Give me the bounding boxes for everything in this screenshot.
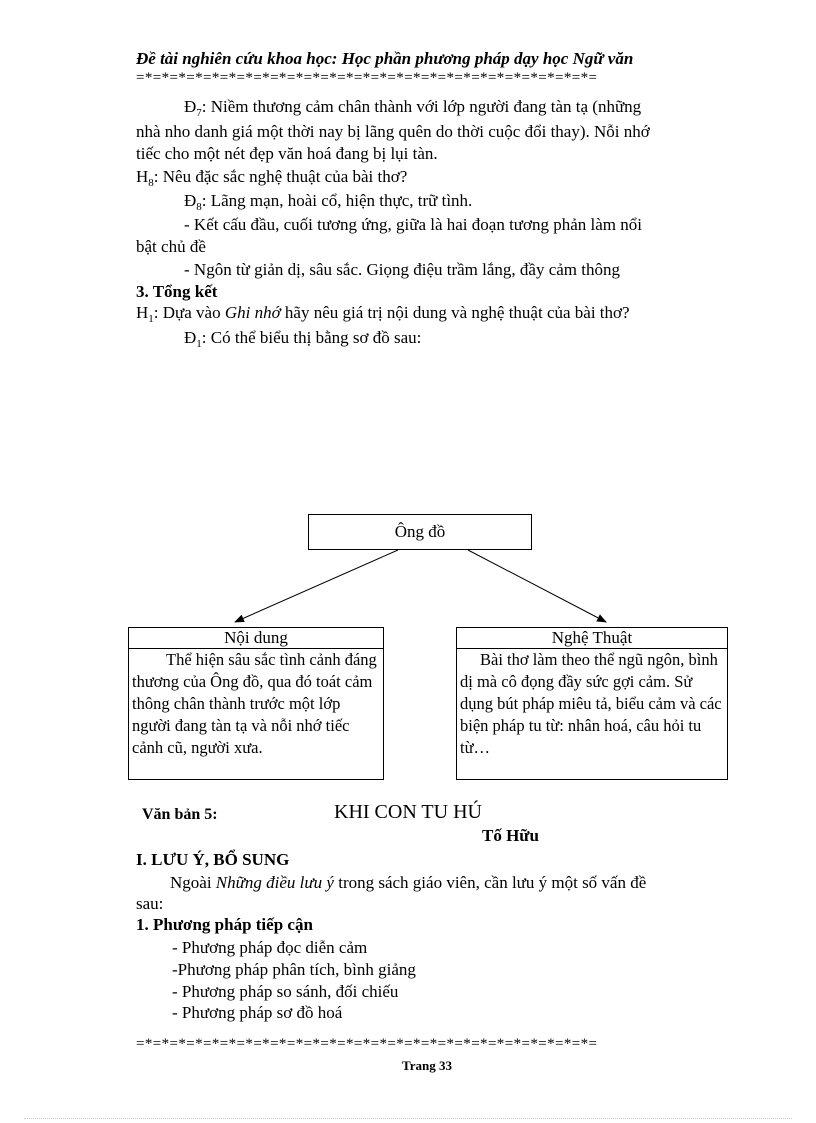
d7-line2: nhà nho danh giá một thời nay bị lãng quên do thời cuộc đổi thay). Nỗi nhớ <box>136 122 650 141</box>
d7-line3: tiếc cho một nét đẹp văn hoá đang bị lụi tàn. <box>136 144 438 163</box>
section5-para-line2: sau: <box>136 894 164 913</box>
section5-title: KHI CON TU HÚ <box>334 801 482 823</box>
bullet2: - Ngôn từ giản dị, sâu sắc. Giọng điệu trầm lắng, đầy cảm thông <box>184 260 621 279</box>
diagram-left-title: Nội dung <box>129 628 383 649</box>
diagram-left-body: Thể hiện sâu sắc tình cảnh đáng thương của Ông đồ, qua đó toát cảm thông chân thành trước một lớp người đang tàn tạ và nỗi nhớ tiếc cảnh cũ, người xưa. <box>132 650 377 757</box>
h8-label: H <box>136 167 149 186</box>
diagram-left-box <box>128 627 384 780</box>
arrow-right <box>468 550 606 622</box>
footer-separator: =*=*=*=*=*=*=*=*=*=*=*=*=*=*=*=*=*=*=*=*=*=*=*=*=*=*=*= <box>136 1036 598 1052</box>
arrow-left <box>235 550 398 622</box>
h1-post: hãy nêu giá trị nội dung và nghệ thuật của bài thơ? <box>280 303 630 322</box>
bullet1-line2: bật chủ đề <box>136 237 206 256</box>
section5-heading1: I. LƯU Ý, BỔ SUNG <box>136 850 290 869</box>
d1-sub: 1 <box>196 338 202 350</box>
method-item: -Phương pháp phân tích, bình giảng <box>172 960 416 979</box>
d7-text: : Niềm thương cảm chân thành với lớp người đang tàn tạ (những <box>201 97 642 116</box>
para-post: trong sách giáo viên, cần lưu ý một số vấn đề <box>333 873 647 892</box>
d1-text: : Có thể biểu thị bằng sơ đồ sau: <box>201 328 422 347</box>
diagram-right-title: Nghệ Thuật <box>457 628 727 649</box>
diagram-root-label: Ông đồ <box>394 522 446 541</box>
method-item: - Phương pháp sơ đồ hoá <box>172 1003 343 1022</box>
d8-sub: 8 <box>196 201 202 213</box>
page-edge-line <box>24 1118 792 1119</box>
section3-heading: 3. Tổng kết <box>136 282 218 301</box>
header-title: Đề tài nghiên cứu khoa học: Học phần phương pháp dạy học Ngữ văn <box>136 49 634 68</box>
d7-sub: 7 <box>196 107 202 119</box>
section5-para-line1 <box>170 872 646 894</box>
header-separator: =*=*=*=*=*=*=*=*=*=*=*=*=*=*=*=*=*=*=*=*=*=*=*=*=*=*=*= <box>136 70 598 86</box>
h8-sub: 8 <box>148 177 154 189</box>
h8-text: : Nêu đặc sắc nghệ thuật của bài thơ? <box>153 167 408 186</box>
method-item: - Phương pháp đọc diễn cảm <box>172 938 368 957</box>
para-pre: Ngoài <box>170 873 216 892</box>
section5-heading2: 1. Phương pháp tiếp cận <box>136 915 313 934</box>
h1-italic: Ghi nhớ <box>224 303 281 322</box>
d7-label: Đ <box>184 97 197 116</box>
method-item: - Phương pháp so sánh, đối chiếu <box>172 982 399 1001</box>
para-italic: Những điều lưu ý <box>215 873 334 892</box>
section5-author: Tố Hữu <box>482 826 539 845</box>
diagram-root-box <box>308 514 532 550</box>
d8-label: Đ <box>184 191 197 210</box>
d8-text: : Lãng mạn, hoài cổ, hiện thực, trữ tình. <box>201 191 473 210</box>
bullet1-line1: - Kết cấu đầu, cuối tương ứng, giữa là hai đoạn tương phản làm nổi <box>184 215 643 234</box>
section5-label: Văn bản 5: <box>142 806 218 823</box>
h1-sub: 1 <box>148 313 154 325</box>
d1-label: Đ <box>184 328 197 347</box>
page-number: Trang 33 <box>402 1058 452 1073</box>
diagram-right-body: Bài thơ làm theo thể ngũ ngôn, bình dị mà cô đọng đầy sức gợi cảm. Sử dụng bút pháp miêu tả, biểu cảm và các biện pháp tu từ: nhân hoá, câu hỏi tu từ… <box>460 650 722 757</box>
h1-label: H <box>136 303 149 322</box>
diagram-right-box <box>456 627 728 780</box>
h1-pre: : Dựa vào <box>153 303 225 322</box>
